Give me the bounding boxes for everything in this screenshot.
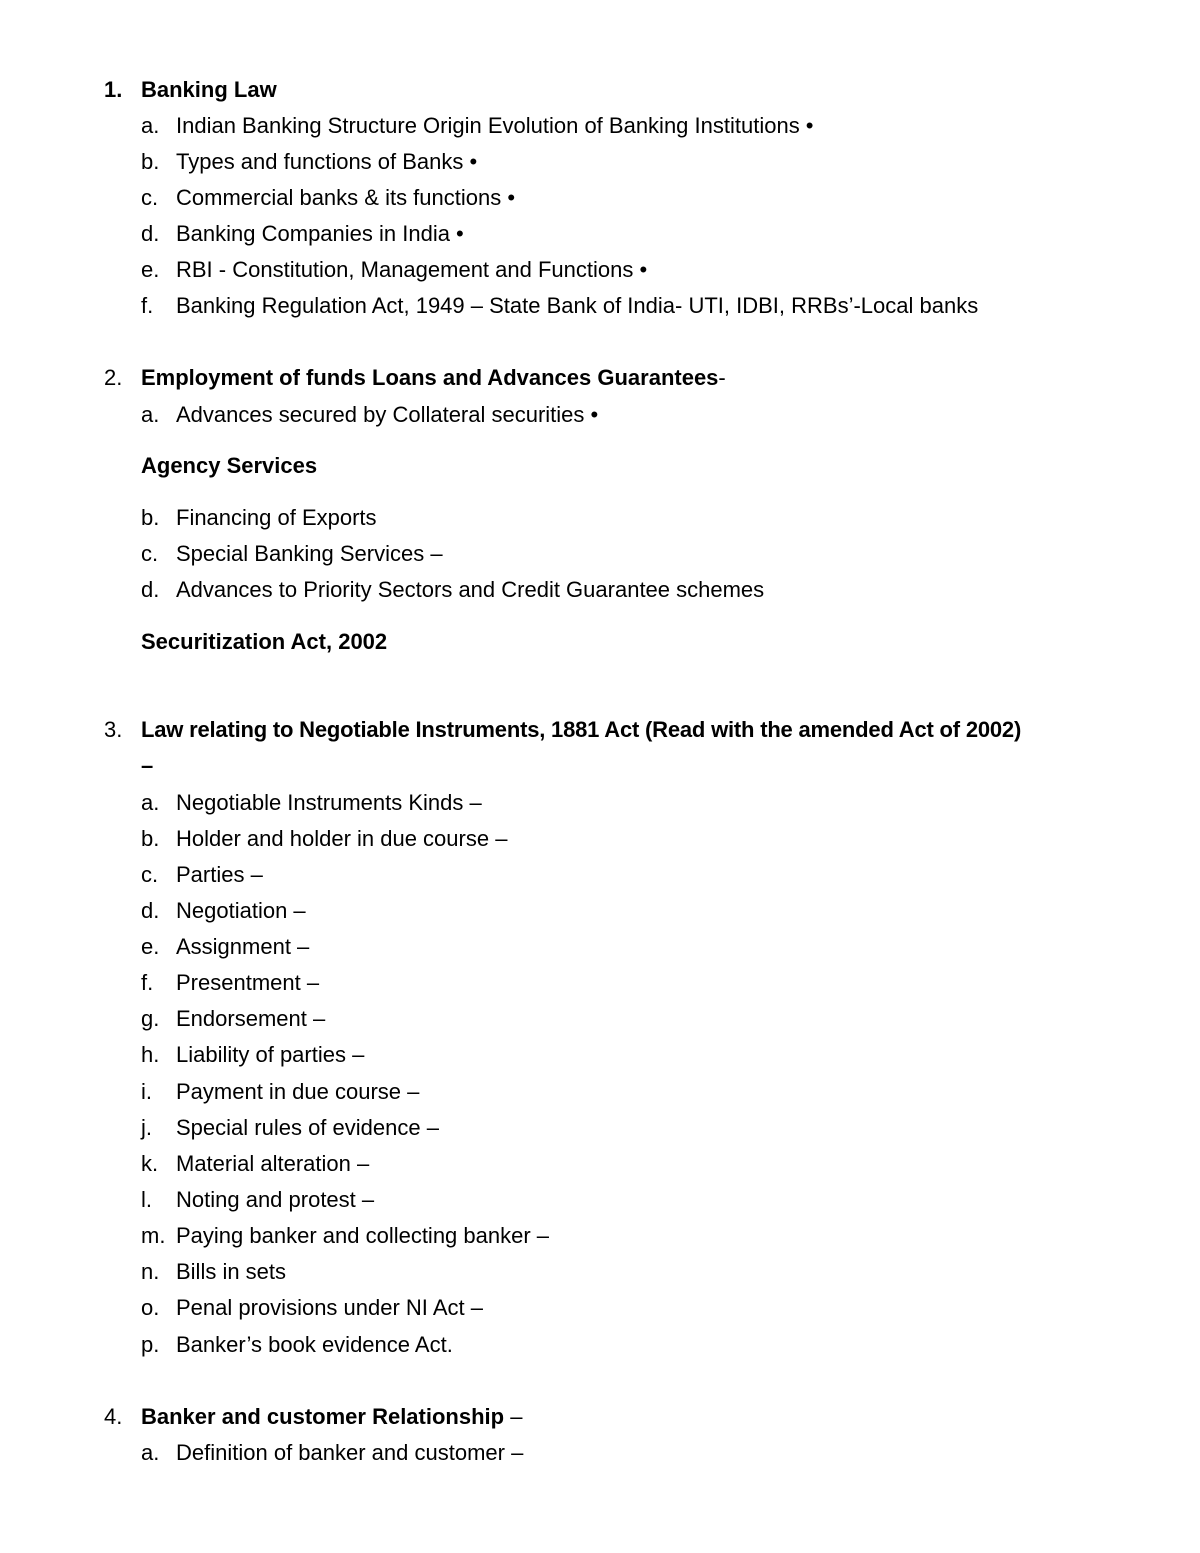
list-item-text: Advances to Priority Sectors and Credit Guarantee schemes [176, 577, 765, 602]
list-item-marker: n. [141, 1259, 160, 1284]
list-item-text: Bills in sets [176, 1259, 287, 1284]
list-item-text: Parties – [176, 862, 263, 887]
list-item-text: Assignment – [176, 934, 310, 959]
list-item-marker: f. [141, 293, 154, 318]
list-item-marker: j. [141, 1115, 152, 1140]
list-item-text: Penal provisions under NI Act – [176, 1295, 483, 1320]
section-number: 1. [104, 77, 123, 102]
list-item-marker: i. [141, 1079, 152, 1104]
list-item-text: Indian Banking Structure Origin Evolution of Banking Institutions • [176, 113, 814, 138]
list-item-text: Definition of banker and customer – [176, 1440, 524, 1465]
list-item-text: Negotiation – [176, 898, 306, 923]
list-item-text: Advances secured by Collateral securities • [176, 402, 599, 427]
list-item-text: Liability of parties – [176, 1042, 365, 1067]
section-title: Banking Law [141, 77, 277, 102]
list-item-text: Holder and holder in due course – [176, 826, 508, 851]
list-item-text: Material alteration – [176, 1151, 370, 1176]
list-item-marker: a. [141, 113, 160, 138]
list-item-text: Banker’s book evidence Act. [176, 1332, 453, 1357]
list-item-marker: o. [141, 1295, 160, 1320]
list-item-text: Payment in due course – [176, 1079, 420, 1104]
subheading: Agency Services [141, 453, 318, 478]
section-title: Employment of funds Loans and Advances Guarantees [141, 365, 719, 390]
subheading: Securitization Act, 2002 [141, 629, 388, 654]
section-title-dash: – [141, 753, 154, 778]
list-item-marker: l. [141, 1187, 152, 1212]
list-item-text: Special rules of evidence – [176, 1115, 439, 1140]
section-number: 3. [104, 717, 123, 742]
list-item-marker: p. [141, 1332, 160, 1357]
list-item-text: Special Banking Services – [176, 541, 443, 566]
section-title-suffix: – [504, 1404, 523, 1429]
list-item-marker: d. [141, 898, 160, 923]
list-item-text: Presentment – [176, 970, 320, 995]
list-item-text: Negotiable Instruments Kinds – [176, 790, 482, 815]
list-item-text: Banking Regulation Act, 1949 – State Bank of India- UTI, IDBI, RRBs’-Local banks [176, 293, 979, 318]
list-item-text: Types and functions of Banks • [176, 149, 478, 174]
section-title: Law relating to Negotiable Instruments, 1881 Act (Read with the amended Act of 2002) [141, 717, 1022, 742]
list-item-marker: k. [141, 1151, 159, 1176]
list-item-text: Endorsement – [176, 1006, 326, 1031]
list-item-marker: c. [141, 541, 159, 566]
list-item-text: Financing of Exports [176, 505, 377, 530]
list-item-marker: b. [141, 826, 160, 851]
list-item-marker: h. [141, 1042, 160, 1067]
list-item-marker: a. [141, 1440, 160, 1465]
list-item-text: Paying banker and collecting banker – [176, 1223, 550, 1248]
list-item-marker: b. [141, 505, 160, 530]
list-item-text: Banking Companies in India • [176, 221, 464, 246]
list-item-marker: a. [141, 790, 160, 815]
list-item-text: RBI - Constitution, Management and Functions • [176, 257, 648, 282]
list-item-marker: b. [141, 149, 160, 174]
list-item-marker: e. [141, 257, 160, 282]
list-item-marker: a. [141, 402, 160, 427]
section-title: Banker and customer Relationship [141, 1404, 505, 1429]
list-item-text: Noting and protest – [176, 1187, 375, 1212]
section-title-suffix: - [718, 365, 726, 390]
list-item-marker: e. [141, 934, 160, 959]
list-item-marker: d. [141, 221, 160, 246]
section-number: 2. [104, 365, 123, 390]
list-item-marker: f. [141, 970, 154, 995]
list-item-text: Commercial banks & its functions • [176, 185, 516, 210]
list-item-marker: m. [141, 1223, 166, 1248]
section-number: 4. [104, 1404, 123, 1429]
list-item-marker: c. [141, 185, 159, 210]
list-item-marker: d. [141, 577, 160, 602]
list-item-marker: c. [141, 862, 159, 887]
list-item-marker: g. [141, 1006, 160, 1031]
